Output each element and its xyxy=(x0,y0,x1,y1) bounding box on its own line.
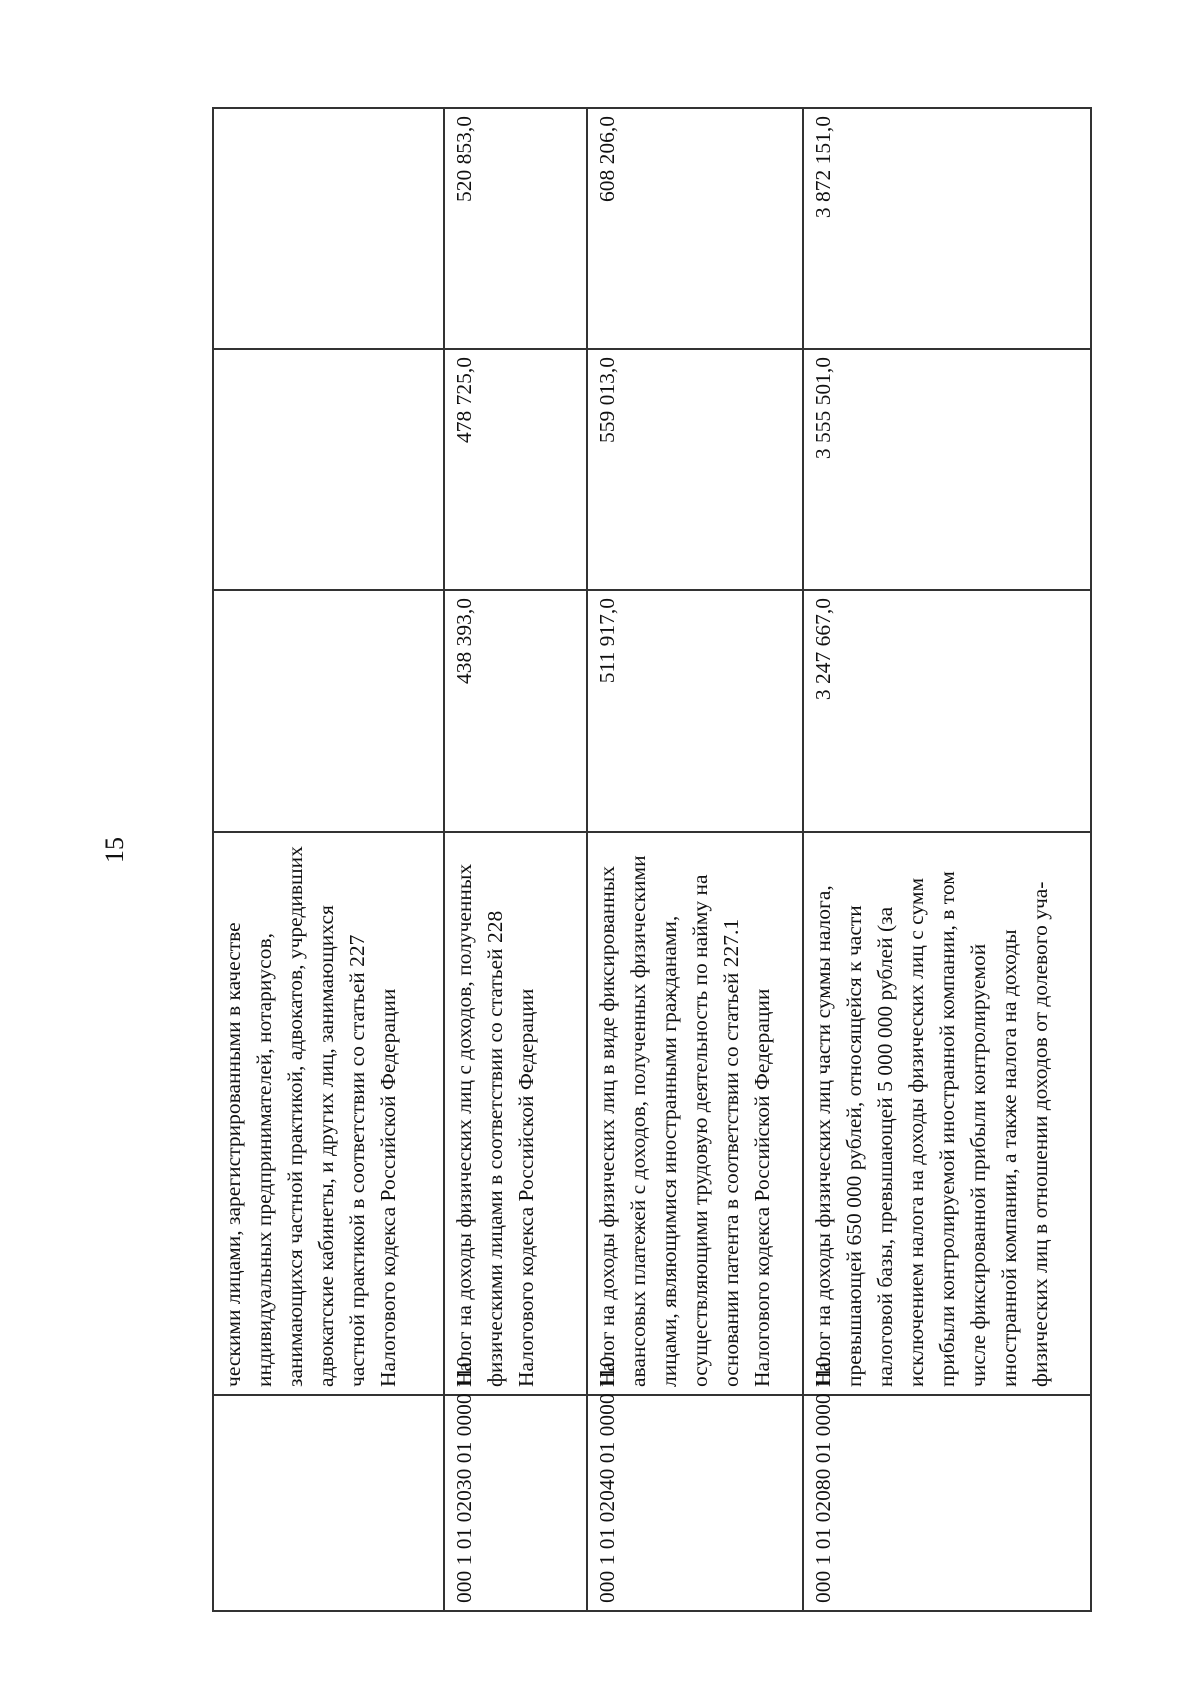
value-year-3-cell: 520 853,0 xyxy=(444,108,587,349)
budget-code-cell: 000 1 01 02040 01 0000 110 xyxy=(587,1395,803,1611)
revenue-table xyxy=(212,107,1092,1612)
revenue-name-cell: Налог на доходы физических лиц части суммы налога, превышающей 650 000 рублей, относящейся к части налоговой базы, превышающей 5 000 000 рублей (за исключением налога на доходы физических лиц с сумм прибыли контролируемой иностранной компании, в том числе фиксированной прибыли контролируемой иностранной компании, а также налога на доходы физических лиц в отношении доходов от долевого уча- xyxy=(803,832,1091,1395)
revenue-name-cell: ческими лицами, зарегистрированными в качестве индивидуальных предпринимателей, нотариусов, занимающихся частной практикой, адвокатов, учредивших адвокатские кабинеты, и других лиц, занимающихся частной практикой в соответствии со статьей 227 Налогового кодекса Российской Федерации xyxy=(213,832,444,1395)
page-number: 15 xyxy=(100,837,129,863)
value-year-1-cell: 3 247 667,0 xyxy=(803,590,1091,832)
table-row xyxy=(444,108,587,1611)
budget-code-cell xyxy=(213,1395,444,1611)
value-year-1-cell: 511 917,0 xyxy=(587,590,803,832)
revenue-name-cell: Налог на доходы физических лиц в виде фиксированных авансовых платежей с доходов, полученных физическими лицами, являющимися иностранными гражданами, осуществляющими трудовую деятельность по найму на основании патента в соответствии со статьей 227.1 Налогового кодекса Российской Федерации xyxy=(587,832,803,1395)
value-year-2-cell xyxy=(213,349,444,590)
value-year-2-cell: 478 725,0 xyxy=(444,349,587,590)
table-row xyxy=(587,108,803,1611)
budget-code-cell: 000 1 01 02030 01 0000 110 xyxy=(444,1395,587,1611)
table-row xyxy=(803,108,1091,1611)
budget-code-cell: 000 1 01 02080 01 0000 110 xyxy=(803,1395,1091,1611)
value-year-2-cell: 3 555 501,0 xyxy=(803,349,1091,590)
value-year-2-cell: 559 013,0 xyxy=(587,349,803,590)
value-year-3-cell xyxy=(213,108,444,349)
value-year-1-cell xyxy=(213,590,444,832)
value-year-3-cell: 608 206,0 xyxy=(587,108,803,349)
value-year-3-cell: 3 872 151,0 xyxy=(803,108,1091,349)
rotated-page-content xyxy=(212,109,1090,1612)
table-row xyxy=(213,108,444,1611)
value-year-1-cell: 438 393,0 xyxy=(444,590,587,832)
revenue-name-cell: Налог на доходы физических лиц с доходов, полученных физическими лицами в соответствии со статьей 228 Налогового кодекса Российской Федерации xyxy=(444,832,587,1395)
